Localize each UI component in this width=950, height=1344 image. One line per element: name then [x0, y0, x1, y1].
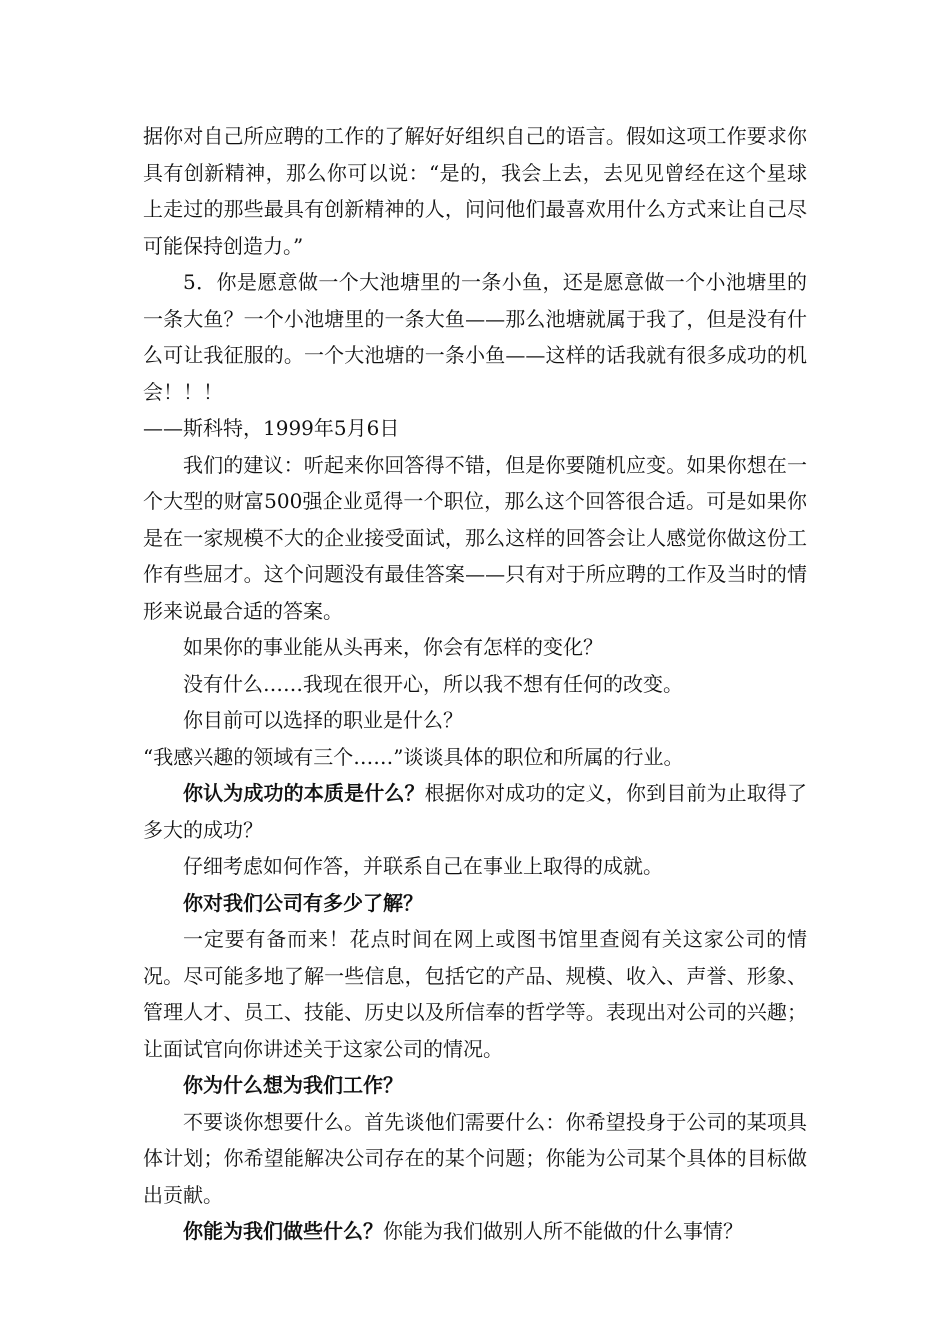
question-heading: 你对我们公司有多少了解？ — [183, 890, 423, 915]
question-heading: 你认为成功的本质是什么？ — [183, 781, 425, 805]
paragraph-question-5 — [143, 264, 807, 410]
answer-text: “我感兴趣的领域有三个……”谈谈具体的职位和所属的行业。 — [143, 744, 684, 769]
question-heading: 你为什么想为我们工作？ — [183, 1073, 403, 1097]
paragraph-question-do — [143, 1213, 807, 1250]
question-text: 你目前可以选择的职业是什么？ — [183, 708, 463, 732]
question-text: 你能为我们做别人所不能做的什么事情？ — [383, 1219, 743, 1243]
paragraph-text: 5．你是愿意做一个大池塘里的一条小鱼，还是愿意做一个小池塘里的一条大鱼？一个小池塘里的一条大鱼——那么池塘就属于我了，但是没有什么可让我征服的。一个大池塘的一条小鱼——这样的话我就有很多成功的机会！！！ — [143, 270, 807, 404]
paragraph-advice — [143, 447, 807, 630]
answer-text: 没有什么……我现在很开心，所以我不想有任何的改变。 — [183, 671, 683, 696]
question-text: 如果你的事业能从头再来，你会有怎样的变化？ — [183, 635, 603, 659]
answer-text: 不要谈你想要什么。首先谈他们需要什么：你希望投身于公司的某项具体计划；你希望能解决公司存在的某个问题；你能为公司某个具体的目标做出贡献。 — [143, 1109, 807, 1207]
attribution-text: ——斯科特，1999年5月6日 — [143, 416, 400, 440]
attribution-line — [143, 410, 807, 447]
paragraph-text: 我们的建议：听起来你回答得不错，但是你要随机应变。如果你想在一个大型的财富500强企业觅得一个职位，那么这个回答很合适。可是如果你是在一家规模不大的企业接受面试，那么这样的回答会让人感觉你做这份工作有些屈才。这个问题没有最佳答案——只有对于所应聘的工作及当时的情形来说最合适的答案。 — [143, 452, 807, 623]
paragraph-answer — [143, 921, 807, 1067]
paragraph-answer — [143, 848, 807, 885]
paragraph-question-why — [143, 1067, 807, 1104]
paragraph-text: 据你对自己所应聘的工作的了解好好组织自己的语言。假如这项工作要求你具有创新精神，那么你可以说：“是的，我会上去，去见见曾经在这个星球上走过的那些最具有创新精神的人，问问他们最喜欢用什么方式来让自己尽可能保持创造力。” — [143, 124, 807, 258]
paragraph-question-company — [143, 885, 807, 922]
paragraph-question — [143, 702, 807, 739]
paragraph-answer — [143, 739, 807, 776]
paragraph-answer — [143, 666, 807, 703]
question-text: 根据你对成功的定义，你到目前为止取得了多大的成功？ — [143, 781, 808, 842]
paragraph-answer — [143, 1104, 807, 1214]
answer-text: 一定要有备而来！花点时间在网上或图书馆里查阅有关这家公司的情况。尽可能多地了解一些信息，包括它的产品、规模、收入、声誉、形象、管理人才、员工、技能、历史以及所信奉的哲学等。表现出对公司的兴趣；让面试官向你讲述关于这家公司的情况。 — [143, 927, 807, 1061]
question-heading: 你能为我们做些什么？ — [183, 1219, 383, 1243]
answer-text: 仔细考虑如何作答，并联系自己在事业上取得的成就。 — [183, 854, 663, 878]
body-text — [143, 118, 807, 1250]
paragraph-question-success — [143, 775, 807, 848]
paragraph-continuation — [143, 118, 807, 264]
paragraph-question — [143, 629, 807, 666]
